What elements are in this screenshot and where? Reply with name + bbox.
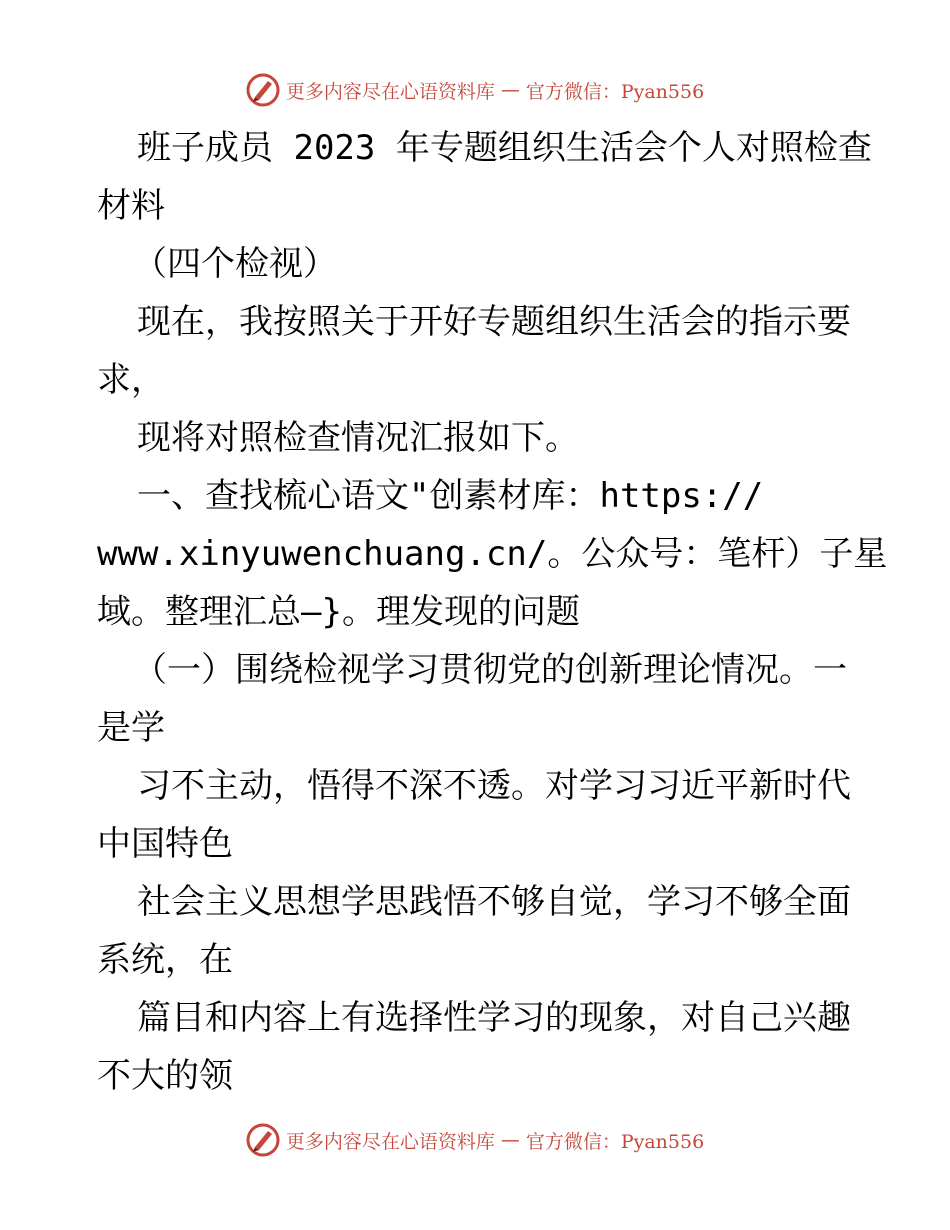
banner-wechat: 官方微信：Pyan556 [525, 1130, 705, 1153]
paragraph-line: 现将对照检查情况汇报如下。 [137, 418, 579, 458]
paragraph-line: 系统，在 [97, 940, 233, 980]
paragraph-line: 社会主义思想学思践悟不够自觉，学习不够全面 [137, 882, 851, 922]
paragraph-line: 现在，我按照关于开好专题组织生活会的指示要 [137, 302, 851, 342]
document-body [97, 119, 888, 1105]
section-heading-line: www.xinyuwenchuang.cn/。公众号：笔杆）子星 [97, 534, 888, 574]
banner-text: 更多内容尽在心语资料库 [285, 80, 495, 103]
section-heading-line: 一、查找梳心语文"创素材库：https:// [137, 476, 764, 516]
paragraph-line: 习不主动，悟得不深不透。对学习习近平新时代 [137, 766, 851, 806]
paragraph-line: 不大的领 [97, 1056, 233, 1096]
pen-logo-icon [246, 1123, 280, 1157]
pen-logo-icon [246, 73, 280, 107]
header-banner [0, 70, 950, 110]
subtitle: （四个检视） [133, 244, 337, 284]
paragraph-line: 篇目和内容上有选择性学习的现象，对自己兴趣 [137, 998, 851, 1038]
paragraph-line: 中国特色 [97, 824, 233, 864]
subsection-line: （一）围绕检视学习贯彻党的创新理论情况。一 [133, 650, 847, 690]
title-line-2: 材料 [97, 186, 165, 226]
title-line-1: 班子成员 2023 年专题组织生活会个人对照检查 [137, 128, 872, 168]
banner-wechat: 官方微信：Pyan556 [525, 80, 705, 103]
subsection-line: 是学 [97, 708, 165, 748]
footer-banner [0, 1120, 950, 1160]
section-heading-line: 域。整理汇总—}。理发现的问题 [97, 592, 580, 632]
banner-separator: — [500, 79, 520, 101]
banner-separator: — [500, 1129, 520, 1151]
banner-text: 更多内容尽在心语资料库 [285, 1130, 495, 1153]
paragraph-line: 求， [97, 360, 165, 400]
